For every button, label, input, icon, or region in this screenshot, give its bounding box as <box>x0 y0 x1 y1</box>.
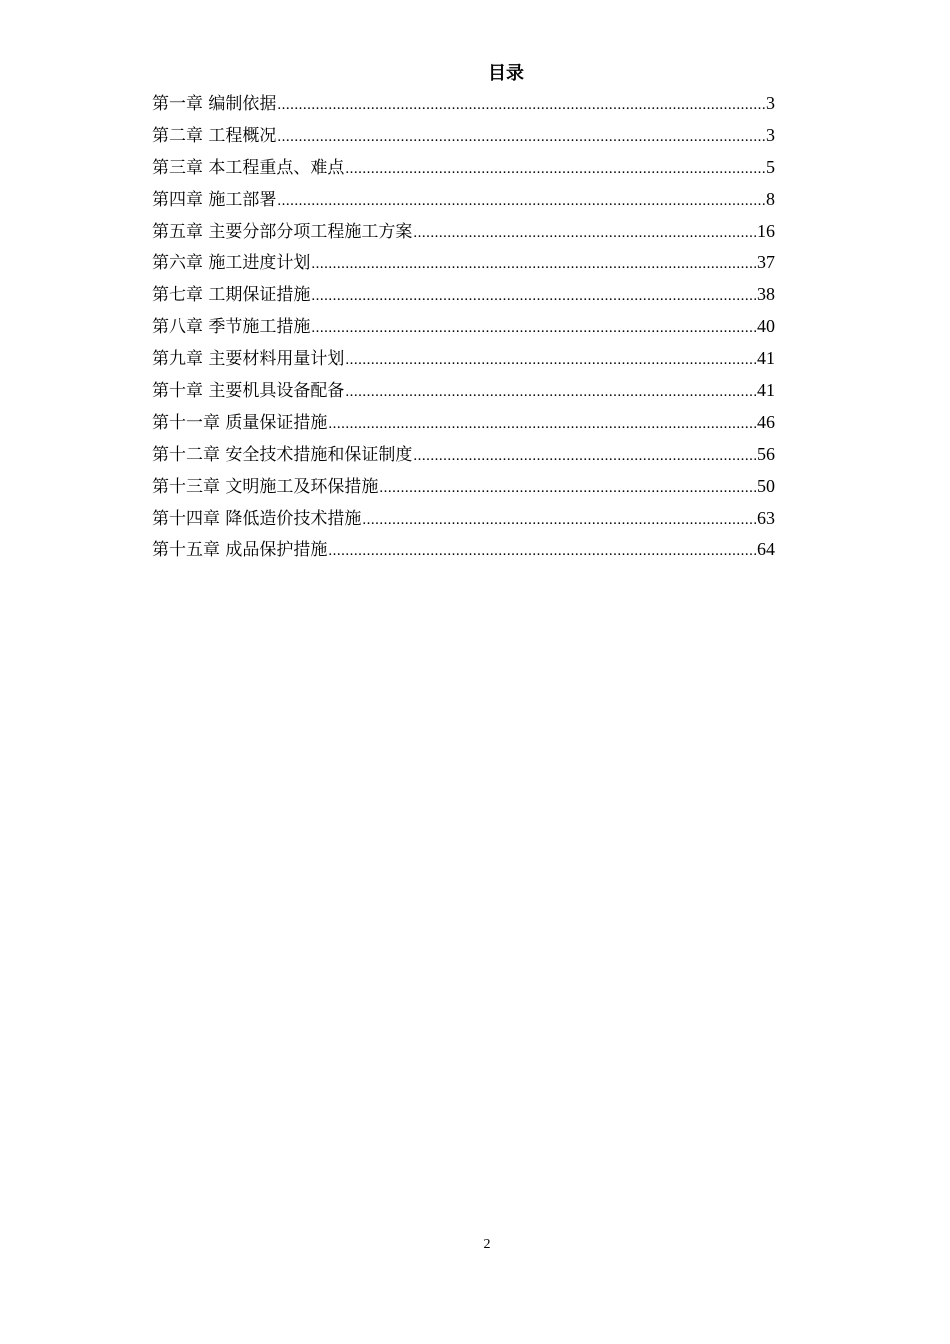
toc-leader-dots <box>413 441 756 473</box>
toc-leader-dots <box>345 154 765 186</box>
toc-entry <box>152 375 775 407</box>
toc-entry-page: 41 <box>757 348 775 369</box>
toc-entry-page: 3 <box>766 93 775 113</box>
toc-entry <box>152 88 775 120</box>
toc-entry <box>152 279 775 311</box>
toc-entry-label: 第三章 本工程重点、难点 <box>152 157 345 178</box>
toc-leader-dots <box>362 505 756 537</box>
toc-leader-dots <box>311 249 756 281</box>
toc-entry-label: 第四章 施工部署 <box>152 189 277 210</box>
toc-entry-label: 第二章 工程概况 <box>152 125 277 146</box>
toc-entry <box>152 184 775 216</box>
toc-leader-dots <box>311 281 756 313</box>
toc-entry-label: 第九章 主要材料用量计划 <box>152 349 345 370</box>
toc-entry <box>152 407 775 439</box>
toc-entry-page: 38 <box>757 284 775 305</box>
toc-title: 目录 <box>488 63 524 84</box>
toc-entry <box>152 247 775 279</box>
toc-entry-label: 第十四章 降低造价技术措施 <box>152 508 362 529</box>
toc-entry-page: 40 <box>757 316 775 337</box>
toc-leader-dots <box>413 218 756 250</box>
toc-list <box>152 88 775 566</box>
toc-entry-page: 37 <box>757 252 775 273</box>
toc-leader-dots <box>379 473 756 505</box>
toc-entry-page: 8 <box>766 188 775 209</box>
toc-entry <box>152 439 775 471</box>
toc-entry-label: 第十一章 质量保证措施 <box>152 412 328 433</box>
toc-leader-dots <box>311 313 756 345</box>
toc-entry-page: 63 <box>757 507 775 528</box>
toc-entry <box>152 120 775 152</box>
toc-leader-dots <box>277 90 765 122</box>
toc-entry <box>152 216 775 248</box>
toc-entry <box>152 311 775 343</box>
toc-entry <box>152 503 775 535</box>
toc-entry <box>152 534 775 566</box>
toc-leader-dots <box>345 345 756 377</box>
toc-entry-label: 第八章 季节施工措施 <box>152 317 311 338</box>
toc-leader-dots <box>277 122 765 154</box>
page-number: 2 <box>483 1237 491 1252</box>
toc-entry-page: 5 <box>766 156 775 177</box>
toc-entry-page: 50 <box>757 475 775 496</box>
toc-entry-label: 第一章 编制依据 <box>152 94 277 114</box>
toc-entry-label: 第七章 工期保证措施 <box>152 285 311 306</box>
toc-entry <box>152 471 775 503</box>
toc-entry-page: 46 <box>757 411 775 432</box>
toc-leader-dots <box>345 377 756 409</box>
toc-entry-label: 第十三章 文明施工及环保措施 <box>152 476 379 497</box>
toc-entry <box>152 152 775 184</box>
toc-entry-label: 第十二章 安全技术措施和保证制度 <box>152 444 413 465</box>
toc-entry-label: 第五章 主要分部分项工程施工方案 <box>152 221 413 242</box>
toc-entry-page: 41 <box>757 380 775 401</box>
toc-entry <box>152 343 775 375</box>
toc-entry-label: 第十五章 成品保护措施 <box>152 540 328 561</box>
toc-leader-dots <box>328 409 756 441</box>
toc-entry-label: 第十章 主要机具设备配备 <box>152 381 345 402</box>
toc-entry-label: 第六章 施工进度计划 <box>152 253 311 274</box>
toc-entry-page: 16 <box>757 220 775 241</box>
toc-entry-page: 64 <box>757 539 775 560</box>
toc-entry-page: 3 <box>766 124 775 145</box>
toc-leader-dots <box>328 536 756 568</box>
toc-leader-dots <box>277 186 765 218</box>
toc-entry-page: 56 <box>757 443 775 464</box>
